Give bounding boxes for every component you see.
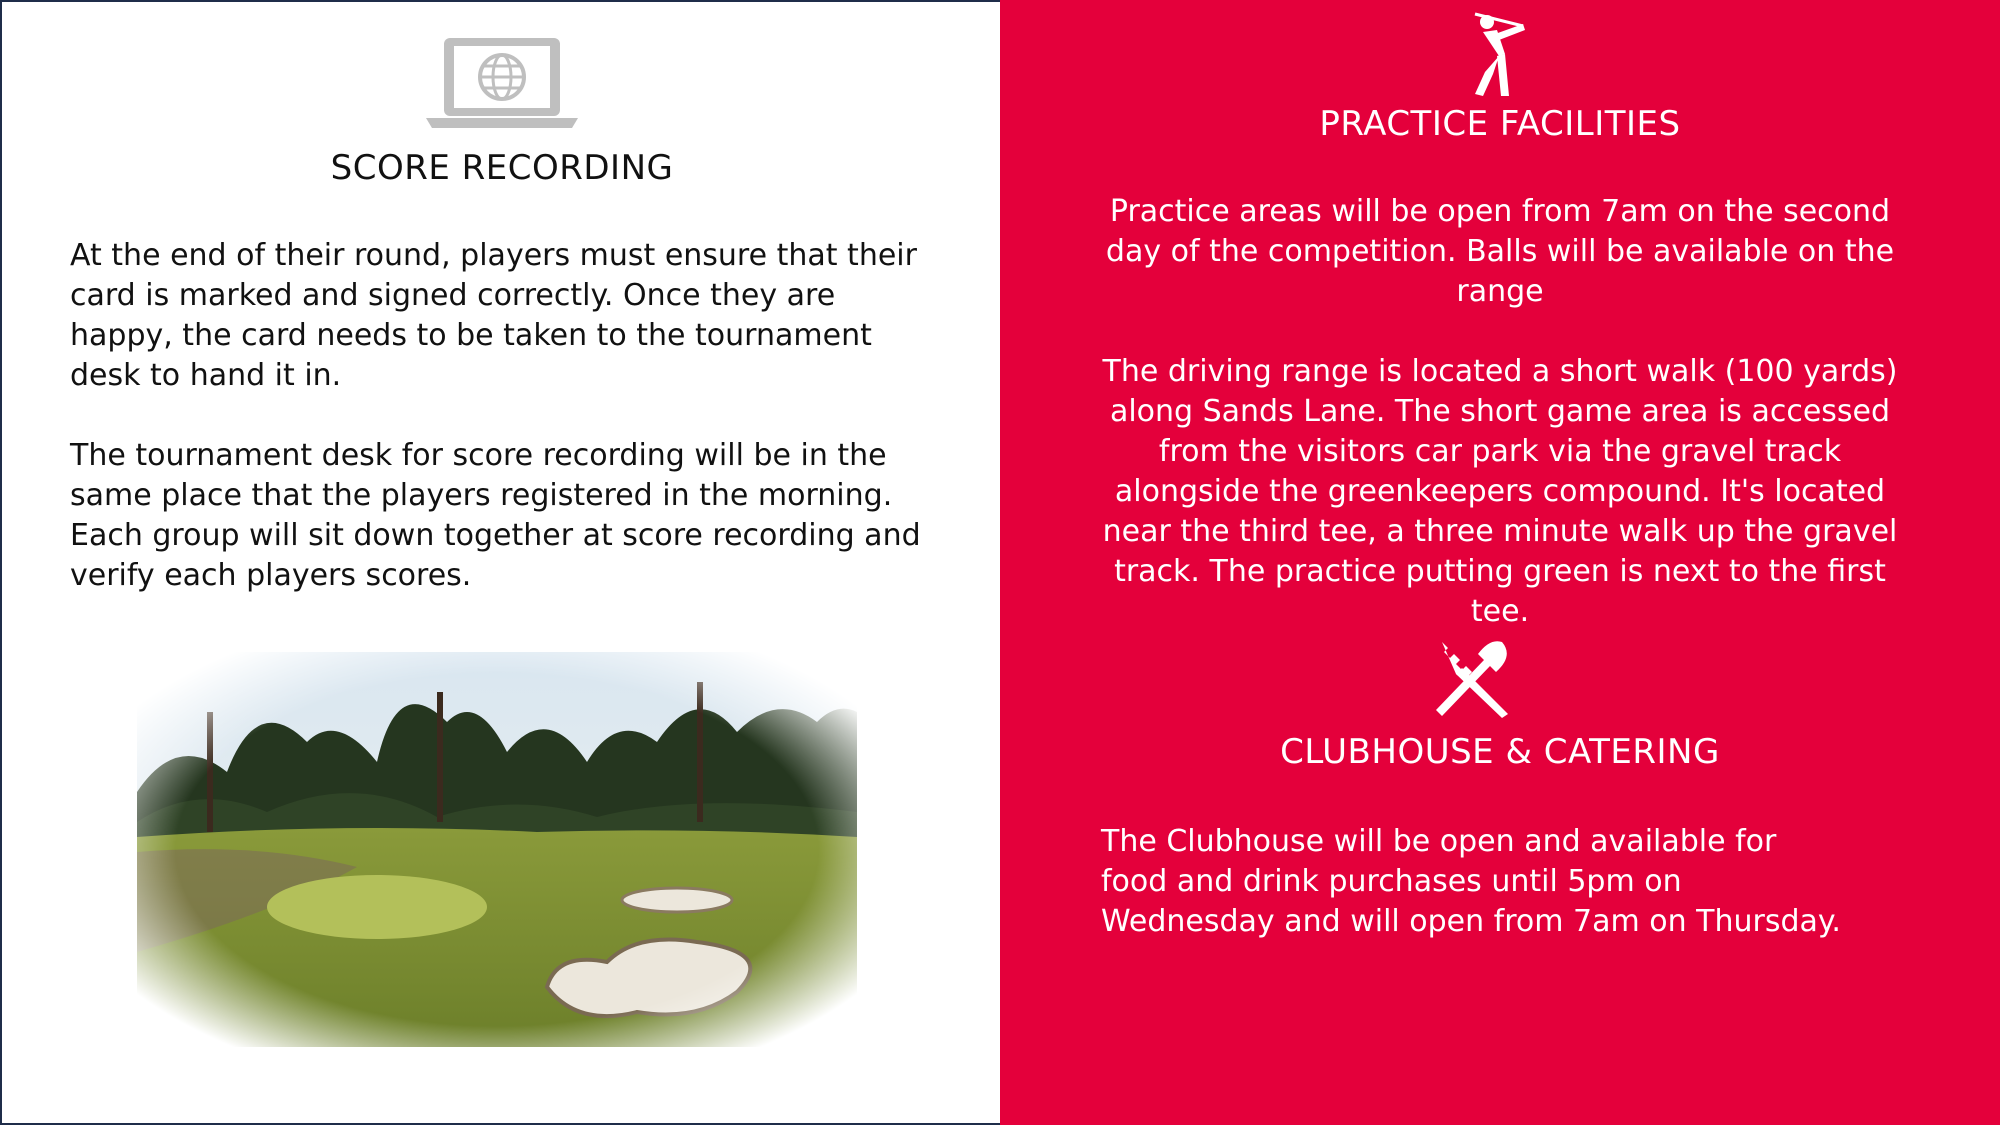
practice-facilities-body (1090, 192, 1910, 672)
golf-course-photo (137, 652, 857, 1047)
clubhouse-line-2: food and drink purchases until 5pm on (1101, 864, 1682, 899)
laptop-globe-icon (422, 34, 582, 134)
practice-paragraph-1: Practice areas will be open from 7am on the second day of the competition. Balls will be available on the range (1105, 194, 1895, 309)
practice-paragraph-2: The driving range is located a short walk (100 yards) along Sands Lane. The short game area is accessed from the visitors car park via the gravel track alongside the greenkeepers compound. It's located near the third tee, a three minute walk up the gravel track. The practice putting green is next to the first tee. (1102, 354, 1898, 629)
score-recording-paragraph-1: At the end of their round, players must ensure that their card is marked and signed correctly. Once they are happy, the card needs to be taken to the tournament desk to hand it in. (70, 238, 917, 393)
clubhouse-line-3: Wednesday and will open from 7am on Thursday. (1101, 904, 1841, 939)
golfer-icon (1465, 10, 1535, 100)
score-recording-panel (2, 2, 1000, 1123)
score-recording-body (70, 236, 930, 636)
clubhouse-catering-title: CLUBHOUSE & CATERING (1280, 732, 1720, 772)
score-recording-title: SCORE RECORDING (330, 148, 674, 188)
clubhouse-catering-body (1101, 822, 1921, 942)
info-panel (1000, 0, 2000, 1125)
cutlery-icon (1432, 638, 1512, 720)
practice-facilities-title: PRACTICE FACILITIES (1319, 104, 1681, 144)
clubhouse-line-1: The Clubhouse will be open and available for (1101, 824, 1777, 859)
score-recording-paragraph-2: The tournament desk for score recording will be in the same place that the players registered in the morning. Each group will sit down together at score recording and verify each players scores. (70, 438, 921, 593)
